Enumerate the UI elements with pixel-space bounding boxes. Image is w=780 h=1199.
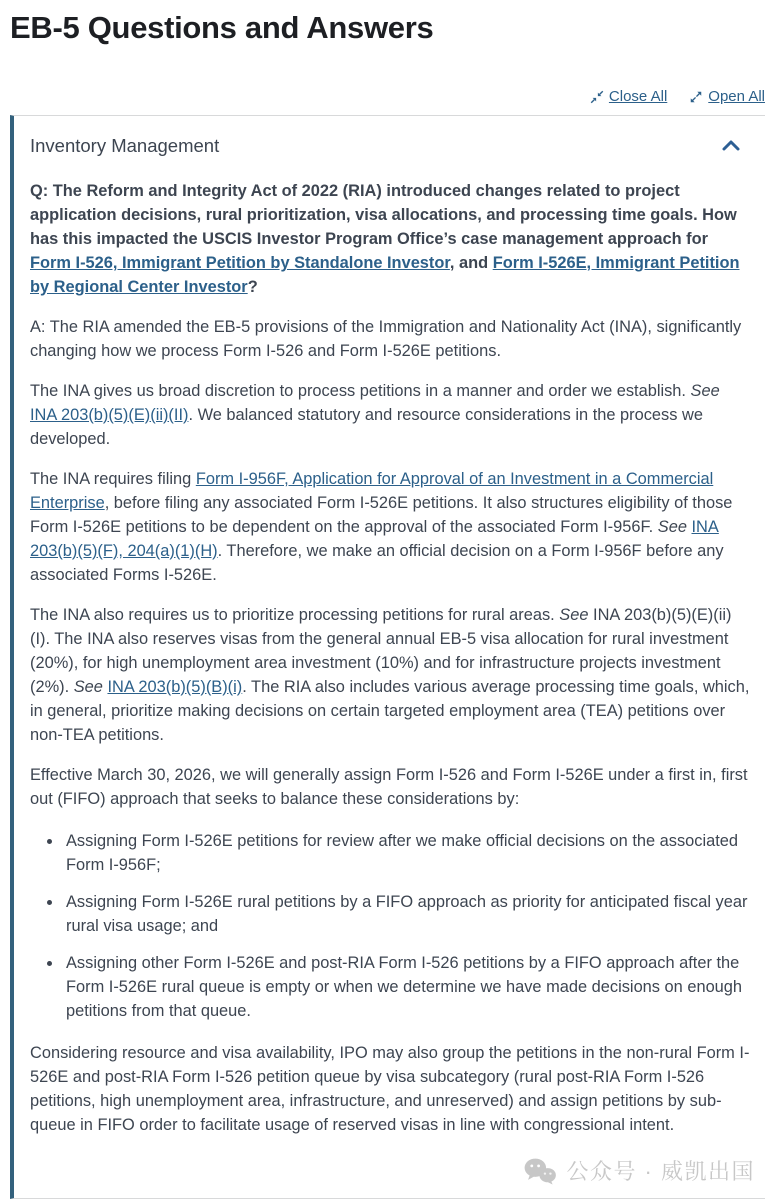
- text-segment: See: [690, 382, 720, 400]
- text-segment: , before filing any associated Form I-526E petitions. It also structures eligibility of those Form I-526E petitions to be dependent on the approval of the associated Form I-956F.: [30, 494, 733, 536]
- text-segment: See: [657, 518, 687, 536]
- list-item: [63, 829, 751, 877]
- inline-link[interactable]: INA 203(b)(5)(E)(ii)(II): [30, 406, 189, 424]
- text-segment: INA 203(b)(5)(E)(ii)(I). The INA also reserves visas from the general annual EB-5 visa allocation for rural investment (20%), for high unemployment area investment (10%) and for infrastructure projects investment (2%).: [30, 606, 732, 696]
- inline-link[interactable]: Form I-526, Immigrant Petition by Standalone Investor: [30, 254, 450, 272]
- text-segment: , and: [449, 254, 493, 272]
- watermark: [14, 1155, 765, 1198]
- text-segment: . Therefore, we make an official decision on a Form I-956F before any associated Forms I-526E.: [30, 542, 724, 584]
- text-segment: . The RIA also includes various average processing time goals, which, in general, prioritize making decisions on certain targeted employment area (TEA) petitions over non-TEA petitions.: [30, 678, 750, 744]
- close-all-link[interactable]: [590, 88, 667, 105]
- answer-paragraph: [30, 763, 751, 811]
- accordion-controls: [0, 88, 765, 105]
- open-all-label: Open All: [708, 88, 765, 105]
- text-segment: Assigning other Form I-526E and post-RIA Form I-526 petitions by a FIFO approach after the Form I-526E rural queue is empty or when we determine we have made decisions on enough petitions from that queue.: [66, 954, 743, 1020]
- wechat-icon: [523, 1157, 557, 1185]
- text-segment: Assigning Form I-526E rural petitions by a FIFO approach as priority for anticipated fiscal year rural visa usage; and: [66, 893, 748, 935]
- bullet-list: [30, 829, 751, 1023]
- text-segment: The INA requires filing: [30, 470, 196, 488]
- accordion-content: [14, 179, 765, 1155]
- inline-link[interactable]: Form I-526E, Immigrant Petition by Regional Center Investor: [30, 254, 740, 296]
- list-item: [63, 951, 751, 1023]
- text-segment: Assigning Form I-526E petitions for review after we make official decisions on the associated Form I-956F;: [66, 832, 739, 874]
- chevron-up-icon[interactable]: [721, 135, 741, 157]
- text-segment: ?: [247, 278, 258, 296]
- accordion-inventory-management: [10, 115, 765, 1199]
- list-item: [63, 890, 751, 938]
- inline-link[interactable]: Form I-956F, Application for Approval of an Investment in a Commercial Enterprise: [30, 470, 714, 512]
- answer-paragraph: [30, 379, 751, 451]
- inline-link[interactable]: INA 203(b)(5)(B)(i): [107, 678, 243, 696]
- text-segment: See: [559, 606, 589, 624]
- answer-paragraph: [30, 603, 751, 747]
- accordion-title: Inventory Management: [30, 135, 220, 156]
- text-segment: The INA gives us broad discretion to process petitions in a manner and order we establish.: [30, 382, 691, 400]
- page: [0, 8, 780, 1199]
- open-all-link[interactable]: [689, 88, 765, 105]
- close-all-label: Close All: [608, 88, 668, 105]
- inline-link[interactable]: INA 203(b)(5)(F), 204(a)(1)(H): [30, 518, 719, 560]
- accordion-header[interactable]: [14, 116, 765, 163]
- page-title: EB-5 Questions and Answers: [10, 10, 434, 45]
- text-segment: Considering resource and visa availability, IPO may also group the petitions in the non-rural Form I-526E and post-RIA Form I-526 petition queue by visa subcategory (rural post-RIA Form I-526 petitions, high unemployment area, infrastructure, and unreserved) and assign petitions by sub-queue in FIFO order to facilitate usage of reserved visas in line with congressional intent.: [30, 1044, 750, 1134]
- text-segment: Q: The Reform and Integrity Act of 2022 (RIA) introduced changes related to project application decisions, rural prioritization, visa allocations, and processing time goals. How has this impacted the USCIS Investor Program Office’s case management approach for: [30, 182, 737, 248]
- watermark-text: 公众号 · 威凯出国: [566, 1159, 755, 1184]
- question-paragraph: [30, 179, 751, 299]
- text-segment: See: [73, 678, 103, 696]
- expand-icon: [689, 90, 703, 104]
- text-segment: Effective March 30, 2026, we will generally assign Form I-526 and Form I-526E under a first in, first out (FIFO) approach that seeks to balance these considerations by:: [30, 766, 748, 808]
- collapse-icon: [590, 90, 604, 104]
- text-segment: . We balanced statutory and resource considerations in the process we developed.: [30, 406, 703, 448]
- answer-paragraph: [30, 467, 751, 587]
- answer-paragraph: [30, 315, 751, 363]
- text-segment: The INA also requires us to prioritize processing petitions for rural areas.: [30, 606, 560, 624]
- answer-paragraph: [30, 1041, 751, 1137]
- text-segment: A: The RIA amended the EB-5 provisions of the Immigration and Nationality Act (INA), significantly changing how we process Form I-526 and Form I-526E petitions.: [30, 318, 742, 360]
